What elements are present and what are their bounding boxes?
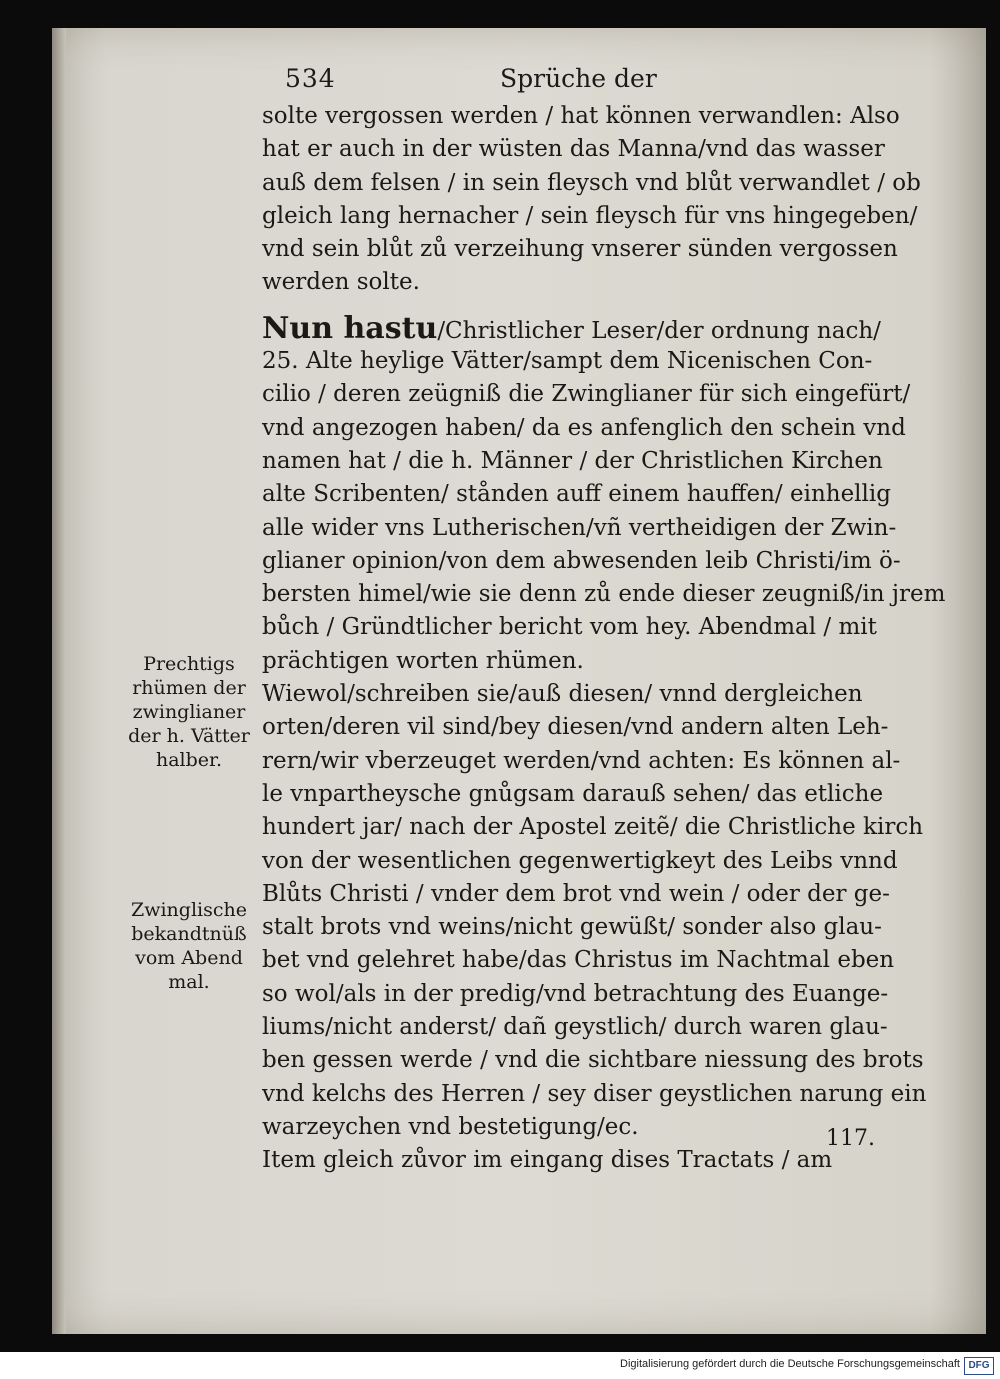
text-line: bersten himel/wie sie denn zů ende dieser zeugniß/in jrem bbox=[262, 581, 946, 608]
text-line: vnd kelchs des Herren / sey diser geystlichen narung ein bbox=[262, 1080, 927, 1107]
margin-note-line: vom Abend bbox=[135, 947, 243, 969]
text-line: glianer opinion/von dem abwesenden leib Christi/im ö- bbox=[262, 547, 901, 574]
catchword: 117. bbox=[826, 1126, 875, 1151]
margin-note-zwinglische bbox=[118, 898, 260, 994]
text-line: bet vnd gelehret habe/das Christus im Nachtmal eben bbox=[262, 947, 895, 974]
text-line: stalt brots vnd weins/nicht gewüßt/ sonder also glau- bbox=[262, 914, 882, 941]
margin-note-line: Zwinglische bbox=[131, 899, 247, 921]
margin-note-prechtigs bbox=[118, 652, 260, 772]
text-line: auß dem felsen / in sein fleysch vnd blůt verwandlet / ob bbox=[262, 169, 921, 196]
margin-note-line: halber. bbox=[155, 749, 223, 771]
page-spine-shadow bbox=[52, 28, 66, 1334]
text-line: solte vergossen werden / hat können verwandlen: Also bbox=[262, 103, 900, 129]
text-line: Wiewol/schreiben sie/auß diesen/ vnnd dergleichen bbox=[262, 681, 863, 708]
text-line: namen hat / die h. Männer / der Christlichen Kirchen bbox=[262, 447, 883, 474]
paragraph-start-line bbox=[262, 312, 902, 345]
text-line: vnd sein blůt zů verzeihung vnserer sünden vergossen bbox=[262, 236, 898, 263]
text-line: vnd angezogen haben/ da es anfenglich den schein vnd bbox=[262, 414, 906, 441]
text-line: cilio / deren zeügniß die Zwinglianer für sich eingefürt/ bbox=[262, 381, 911, 408]
text-line: 25. Alte heylige Vätter/sampt dem Nicenischen Con- bbox=[262, 348, 873, 375]
paragraph-lead-words: Nun hastu bbox=[262, 310, 438, 346]
text-line: gleich lang hernacher / sein fleysch für vns hingegeben/ bbox=[262, 202, 918, 229]
footer-bar bbox=[0, 1352, 1000, 1379]
margin-note-line: rhümen der bbox=[132, 677, 246, 699]
text-line: hat er auch in der wüsten das Manna/vnd das wasser bbox=[262, 136, 885, 163]
running-title: Sprüche der bbox=[500, 64, 657, 93]
text-line: alle wider vns Lutherischen/vñ vertheidigen der Zwin- bbox=[262, 514, 897, 541]
text-fragment: /Christlicher Leser/der ordnung nach/ bbox=[437, 317, 881, 344]
text-line: alte Scribenten/ stånden auff einem hauffen/ einhellig bbox=[262, 481, 891, 508]
body-text bbox=[262, 100, 946, 1178]
text-line: le vnpartheysche gnůgsam darauß sehen/ das etliche bbox=[262, 780, 884, 807]
text-line: werden solte. bbox=[262, 269, 420, 296]
funding-credit: Digitalisierung gefördert durch die Deutsche Forschungsgemeinschaft bbox=[620, 1358, 960, 1370]
dfg-logo-icon: DFG bbox=[964, 1357, 994, 1375]
running-head bbox=[285, 64, 895, 100]
text-line: Blůts Christi / vnder dem brot vnd wein / oder der ge- bbox=[262, 880, 890, 907]
margin-note-line: zwinglianer bbox=[132, 701, 246, 723]
margin-note-line: mal. bbox=[168, 971, 210, 993]
text-line: liums/nicht anderst/ dañ geystlich/ durch waren glau- bbox=[262, 1014, 888, 1041]
text-line: warzeychen vnd bestetigung/ec. bbox=[262, 1113, 639, 1140]
text-line: prächtigen worten rhümen. bbox=[262, 647, 584, 674]
text-line: bůch / Gründtlicher bericht vom hey. Abendmal / mit bbox=[262, 614, 877, 641]
text-line: rern/wir vberzeuget werden/vnd achten: Es können al- bbox=[262, 747, 901, 774]
text-line: orten/deren vil sind/bey diesen/vnd andern alten Leh- bbox=[262, 714, 889, 741]
text-line: so wol/als in der predig/vnd betrachtung des Euange- bbox=[262, 980, 889, 1007]
margin-note-line: Prechtigs bbox=[143, 653, 235, 675]
text-line: hundert jar/ nach der Apostel zeitẽ/ die Christliche kirch bbox=[262, 814, 924, 841]
text-line: von der wesentlichen gegenwertigkeyt des Leibs vnnd bbox=[262, 847, 898, 874]
page-number: 534 bbox=[285, 64, 336, 93]
text-line: Item gleich zůvor im eingang dises Tractats / am bbox=[262, 1147, 833, 1174]
margin-note-line: bekandtnüß bbox=[131, 923, 247, 945]
margin-note-line: der h. Vätter bbox=[128, 725, 250, 747]
text-line: ben gessen werde / vnd die sichtbare niessung des brots bbox=[262, 1047, 924, 1074]
